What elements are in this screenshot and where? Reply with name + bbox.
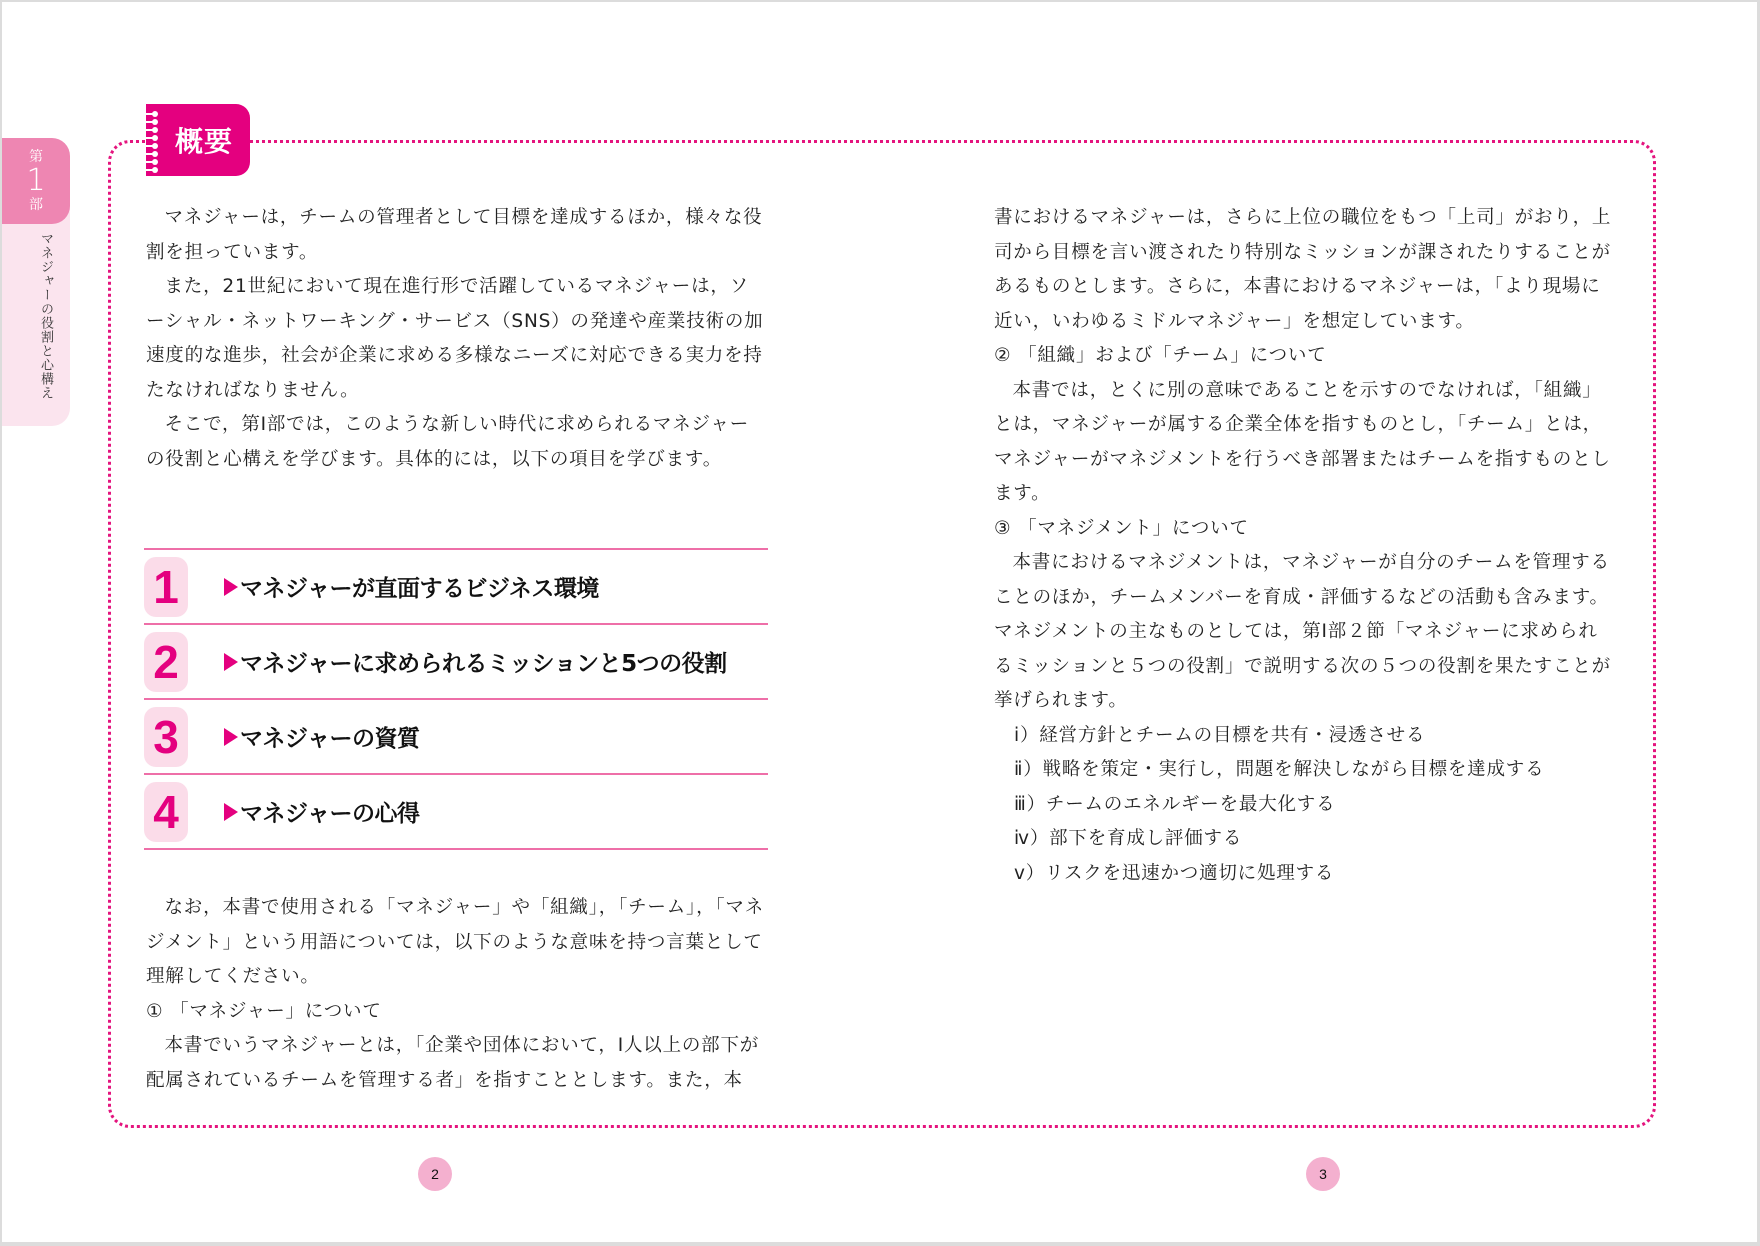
right-column-text [994, 201, 1616, 891]
section-heading-tag [146, 104, 250, 176]
triangle-arrow-icon [224, 803, 238, 821]
term-body-organization: 本書では，とくに別の意味であることを示すのでなければ，「組織」とは，マネジャーが属する企業全体を指すものとし，「チーム」とは，マネジャーがマネジメントを行うべき部署またはチームを指すものとします。 [994, 379, 1611, 504]
topic-label: マネジャーに求められるミッションと5つの役割 [240, 651, 727, 677]
page-number-right: 3 [1306, 1157, 1340, 1191]
chapter-tab-bu: 部 [29, 197, 43, 213]
term-body-manager-continued: 書におけるマネジャーは，さらに上位の職位をもつ「上司」がおり，上司から目標を言い渡されたり特別なミッションが課されたりすることがあるものとします。さらに，本書におけるマネジャーは，「より現場に近い，いわゆるミドルマネジャー」を想定しています。 [994, 207, 1612, 332]
chapter-tab-number: 1 [26, 163, 46, 198]
triangle-arrow-icon [224, 728, 238, 746]
triangle-arrow-icon [224, 578, 238, 596]
topic-number-badge: 2 [144, 632, 188, 692]
term-body-management: 本書におけるマネジメントは，マネジャーが自分のチームを管理することのほか，チームメンバーを育成・評価するなどの活動も含みます。マネジメントの主なものとしては，第Ⅰ部２節「マネジャーに求められるミッションと５つの役割」で説明する次の５つの役割を果たすことが挙げられます。 [994, 552, 1611, 711]
notebook-rings-icon [144, 112, 158, 172]
topic-number-badge: 4 [144, 782, 188, 842]
topic-list [144, 548, 768, 850]
section-title: 概要 [174, 125, 233, 158]
intro-paragraph-2: また，21世紀において現在進行形で活躍しているマネジャーは，ソーシャル・ネットワーキング・サービス（SNS）の発達や産業技術の加速度的な進歩，社会が企業に求める多様なニーズに対応できる実力を持たなければなりません。 [146, 276, 764, 401]
role-item: ⅱ）戦略を策定・実行し，問題を解決しながら目標を達成する [1014, 759, 1545, 780]
term-heading-management: ③ 「マネジメント」について [994, 517, 1249, 539]
topic-item [144, 623, 768, 698]
left-column-text [146, 201, 768, 477]
topic-label: マネジャーが直面するビジネス環境 [240, 576, 599, 602]
topic-item [144, 773, 768, 850]
role-item: ⅴ）リスクを迅速かつ適切に処理する [1014, 862, 1335, 884]
topic-item [144, 548, 768, 623]
page-number-left: 2 [418, 1157, 452, 1191]
term-heading-manager: ① 「マネジャー」について [146, 1000, 382, 1022]
chapter-tab-dai: 第 [29, 149, 43, 165]
topic-label: マネジャーの心得 [240, 801, 420, 827]
topic-item [144, 698, 768, 773]
chapter-tab [2, 138, 70, 224]
role-item: ⅰ）経営方針とチームの目標を共有・浸透させる [1014, 724, 1426, 746]
role-item: ⅳ）部下を育成し評価する [1014, 828, 1243, 849]
left-column-terms [146, 891, 768, 1098]
topic-label: マネジャーの資質 [240, 726, 420, 752]
topic-number-badge: 3 [144, 707, 188, 767]
chapter-tab-label: マネジャーの役割と心構え [38, 232, 53, 400]
note-paragraph: なお，本書で使用される「マネジャー」や「組織」，「チーム」，「マネジメント」という用語については，以下のような意味を持つ言葉として理解してください。 [146, 897, 765, 987]
triangle-arrow-icon [224, 653, 238, 671]
intro-paragraph-3: そこで，第Ⅰ部では，このような新しい時代に求められるマネジャーの役割と心構えを学びます。具体的には，以下の項目を学びます。 [146, 414, 750, 470]
topic-number-badge: 1 [144, 557, 188, 617]
role-item: ⅲ）チームのエネルギーを最大化する [1014, 793, 1336, 815]
term-heading-organization: ② 「組織」および「チーム」について [994, 345, 1327, 366]
term-body-manager: 本書でいうマネジャーとは，「企業や団体において，Ⅰ人以上の部下が配属されているチームを管理する者」を指すこととします。また，本 [146, 1035, 760, 1091]
intro-paragraph-1: マネジャーは，チームの管理者として目標を達成するほか，様々な役割を担っています。 [146, 207, 763, 263]
